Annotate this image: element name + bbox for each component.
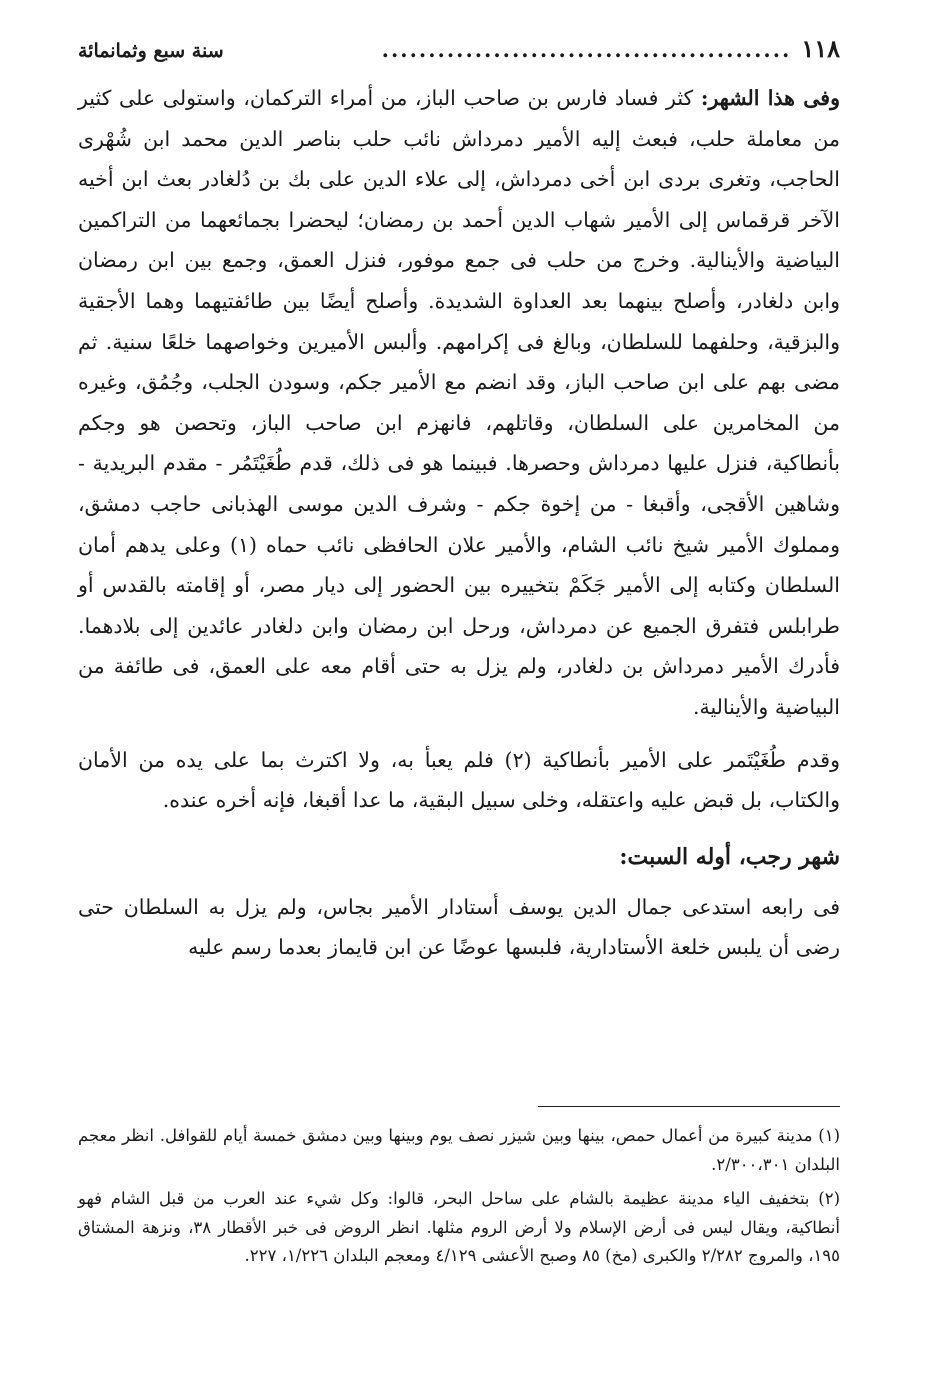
page-number: ١١٨: [801, 34, 840, 63]
running-title: سنة سبع وثمانمائة: [78, 40, 224, 62]
paragraph-3: فى رابعه استدعى جمال الدين يوسف أستادار الأمير بجاس، ولم يزل به السلطان حتى رضى أن يلبس خلعة الأستادارية، فلبسها عوضًا عن ابن قايماز بعدما رسم عليه: [78, 894, 840, 960]
page-content: [78, 34, 840, 968]
paragraph-1-lead: وفى هذا الشهر:: [700, 86, 840, 110]
section-heading: شهر رجب، أوله السبت:: [619, 843, 840, 870]
footnote-1: (١) مدينة كبيرة من أعمال حمص، بينها وبين شيزر نصف يوم وبينها وبين دمشق خمسة أيام للقوافل. انظر معجم البلدان ٢/٣٠٠،٣٠١.: [78, 1126, 840, 1174]
page-header: [78, 34, 840, 78]
footnotes: [78, 1122, 840, 1277]
paragraph-1-text: كثر فساد فارس بن صاحب الباز، من أمراء التركمان، واستولى على كثير من معاملة حلب، فبعث إليه الأمير دمرداش نائب حلب بناصر الدين محمد ابن شُهْرى الحاجب، وتغرى بردى ابن أخى دمرداش، إلى علاء الدين على بك بن دُلغادر بعث ابن أخيه الآخر قرقماس إلى الأمير شهاب الدين أحمد بن رمضان؛ ليحضرا بجمائعهما من التراكمين البياضية والأينالية. وخرج من حلب فى جمع موفور، فنزل العمق، وجمع بين ابن رمضان وابن دلغادر، وأصلح بينهما بعد العداوة الشديدة. وأصلح أيضًا بين طائفتيهما وهما الأجقية والبزقية، وحلفهما للسلطان، وبالغ فى إكرامهم. وألبس الأميرين وخواصهما خلعًا سنية. ثم مضى بهم على ابن صاحب الباز، وقد انضم مع الأمير جكم، وسودن الجلب، وجُمُق، وغيره من المخامرين على السلطان، وقاتلهم، فانهزم ابن صاحب الباز، وتحصن هو وجكم بأنطاكية، فنزل عليها دمرداش وحصرها. فبينما هو فى ذلك، قدم طُغَيْتَمُر - مقدم البريدية - وشاهين الأقجى، وأقبغا - من إخوة جكم - وشرف الدين موسى الهذبانى حاجب دمشق، ومملوك الأمير شيخ نائب الشام، والأمير علان الحافظى نائب حماه (١) وعلى يدهم أمان السلطان وكتابه إلى الأمير جَكَمْ بتخييره بين الحضور إلى ديار مصر، أو إقامته بالقدس أو طرابلس فتفرق الجميع عن دمرداش، ورحل ابن رمضان وابن دلغادر عائدين إلى بلادهما. فأدرك الأمير دمرداش بن دلغادر، ولم يزل به حتى أقام معه على العمق، فى طائفة من البياضية والأينالية.: [78, 86, 840, 719]
footnote-2: (٢) بتخفيف الياء مدينة عظيمة بالشام على ساحل البحر، قالوا: وكل شيء عند العرب من قبل الشام فهو أنطاكية، ويقال ليس فى أرض الإسلام ولا أرض الروم مثلها. انظر الروض فى خبر الأقطار ٣٨، ونزهة المشتاق ١٩٥، والمروج ٢/٢٨٢ والكبرى (مخ) ٨٥ وصبح الأعشى ٤/١٢٩ ومعجم البلدان ١/٢٢٦، ٢٢٧.: [78, 1189, 840, 1266]
header-leader-dots: ............................................: [381, 37, 792, 62]
footnote-divider: [538, 1106, 840, 1107]
paragraph-1: [78, 78, 840, 728]
paragraph-2: وقدم طُغَيْتَمر على الأمير بأنطاكية (٢) فلم يعبأ به، ولا اكترث بما على يده من الأمان والكتاب، بل قبض عليه واعتقله، وخلى سبيل البقية، ما عدا أقبغا، فإنه أخره عنده.: [78, 747, 840, 813]
